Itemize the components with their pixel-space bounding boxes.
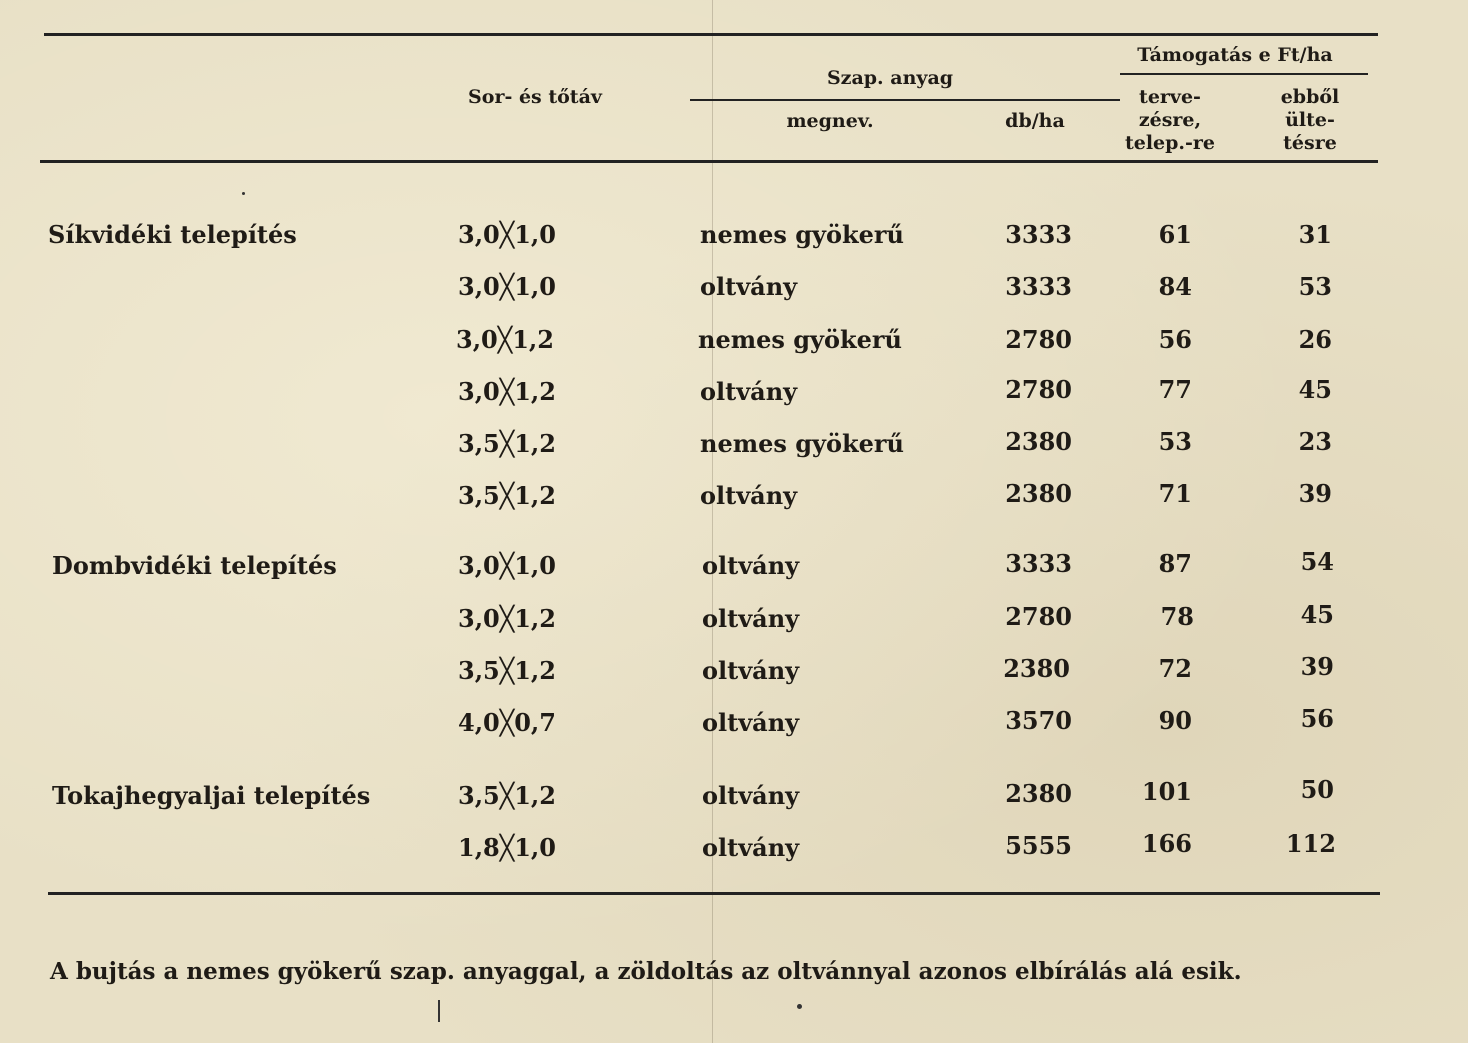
page-fold-line: [712, 0, 713, 1043]
header-ebbol-1: ebből: [1280, 86, 1340, 108]
row-spacing: 3,0╳1,0: [458, 220, 556, 249]
row-spacing: 3,0╳1,2: [458, 604, 556, 633]
row-dbha: 3570: [1005, 706, 1072, 735]
row-ultetesre: 56: [1300, 704, 1334, 733]
header-tervezesre-3: telep.-re: [1124, 132, 1216, 154]
header-szap-anyag: Szap. anyag: [826, 67, 954, 89]
row-tervezesre: 61: [1158, 220, 1192, 249]
row-material: oltvány: [700, 272, 798, 301]
row-dbha: 2780: [1005, 602, 1072, 631]
header-tamogatas: Támogatás e Ft/ha: [1137, 44, 1333, 66]
header-megnev: megnev.: [786, 110, 874, 132]
row-ultetesre: 26: [1298, 325, 1332, 354]
header-bottom-rule: [40, 160, 1378, 163]
row-dbha: 2780: [1005, 375, 1072, 404]
header-tervezesre-2: zésre,: [1138, 109, 1202, 131]
row-tervezesre: 90: [1158, 706, 1192, 735]
header-sor-totav: Sor- és tőtáv: [468, 86, 602, 108]
row-dbha: 3333: [1005, 549, 1072, 578]
row-ultetesre: 39: [1298, 479, 1332, 508]
row-dbha: 2380: [1005, 479, 1072, 508]
row-ultetesre: 112: [1285, 829, 1336, 858]
row-material: oltvány: [700, 377, 798, 406]
row-spacing: 3,0╳1,0: [458, 272, 556, 301]
print-tick-mark: [438, 1000, 440, 1022]
row-tervezesre: 77: [1158, 375, 1192, 404]
row-spacing: 3,5╳1,2: [458, 481, 556, 510]
row-ultetesre: 50: [1300, 775, 1334, 804]
row-ultetesre: 45: [1300, 600, 1334, 629]
row-dbha: 2380: [1005, 427, 1072, 456]
row-tervezesre: 87: [1158, 549, 1192, 578]
table-bottom-rule: [48, 892, 1380, 895]
row-dbha: 5555: [1005, 831, 1072, 860]
row-material: oltvány: [702, 781, 800, 810]
row-spacing: 3,0╳1,0: [458, 551, 556, 580]
row-material: oltvány: [700, 481, 798, 510]
row-ultetesre: 39: [1300, 652, 1334, 681]
row-tervezesre: 72: [1158, 654, 1192, 683]
row-dbha: 3333: [1005, 272, 1072, 301]
row-tervezesre: 84: [1158, 272, 1192, 301]
row-tervezesre: 166: [1141, 829, 1192, 858]
row-tervezesre: 56: [1158, 325, 1192, 354]
row-dbha: 3333: [1005, 220, 1072, 249]
row-material: oltvány: [702, 604, 800, 633]
row-material: oltvány: [702, 551, 800, 580]
row-region: Dombvidéki telepítés: [52, 551, 337, 580]
print-dot-mark: [242, 192, 245, 195]
row-material: oltvány: [702, 656, 800, 685]
row-tervezesre: 78: [1160, 602, 1194, 631]
row-ultetesre: 31: [1298, 220, 1332, 249]
table-top-rule: [44, 33, 1378, 36]
header-ebbol-2: ülte-: [1285, 109, 1335, 131]
row-dbha: 2380: [1005, 779, 1072, 808]
row-dbha: 2780: [1005, 325, 1072, 354]
row-spacing: 4,0╳0,7: [458, 708, 556, 737]
row-spacing: 3,5╳1,2: [458, 781, 556, 810]
row-spacing: 3,0╳1,2: [456, 325, 554, 354]
row-material: nemes gyökerű: [700, 220, 904, 249]
row-ultetesre: 53: [1298, 272, 1332, 301]
support-subheader-rule: [1120, 73, 1368, 75]
row-tervezesre: 101: [1141, 777, 1192, 806]
row-ultetesre: 45: [1298, 375, 1332, 404]
row-material: oltvány: [702, 833, 800, 862]
row-material: oltvány: [702, 708, 800, 737]
print-dot-mark: [797, 1004, 802, 1009]
row-ultetesre: 54: [1300, 547, 1334, 576]
row-material: nemes gyökerű: [700, 429, 904, 458]
footnote: A bujtás a nemes gyökerű szap. anyaggal, a zöldoltás az oltvánnyal azonos elbírálás alá esik.: [50, 958, 1242, 985]
header-ebbol-3: tésre: [1283, 132, 1337, 154]
row-tervezesre: 71: [1158, 479, 1192, 508]
row-tervezesre: 53: [1158, 427, 1192, 456]
row-ultetesre: 23: [1298, 427, 1332, 456]
row-spacing: 3,5╳1,2: [458, 429, 556, 458]
material-subheader-rule: [690, 99, 1120, 101]
row-region: Tokajhegyaljai telepítés: [52, 781, 371, 810]
row-material: nemes gyökerű: [698, 325, 902, 354]
row-spacing: 1,8╳1,0: [458, 833, 556, 862]
row-spacing: 3,0╳1,2: [458, 377, 556, 406]
header-tervezesre-1: terve-: [1139, 86, 1201, 108]
row-spacing: 3,5╳1,2: [458, 656, 556, 685]
header-db-ha: db/ha: [1005, 110, 1065, 132]
row-region: Síkvidéki telepítés: [48, 220, 297, 249]
row-dbha: 2380: [1003, 654, 1070, 683]
